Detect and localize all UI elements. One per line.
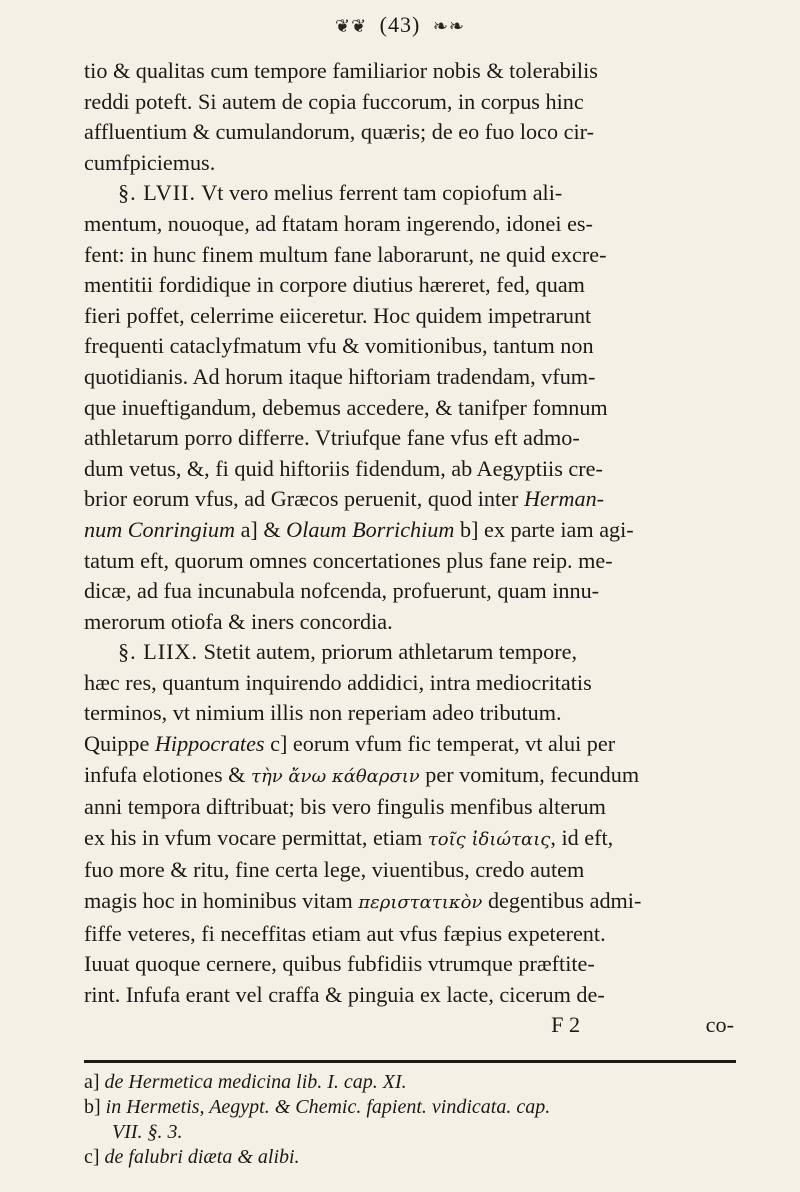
line-text: Vt vero melius ferrent tam copiofum ali- — [201, 180, 563, 206]
line — [84, 760, 734, 793]
footnote-ref-c: c] — [270, 731, 288, 757]
line-text: infufa elotiones & — [84, 761, 246, 787]
line: dum vetus, &, fi quid hiftoriis fidendum, ab Aegyptiis cre- — [84, 455, 603, 481]
page-header — [0, 12, 800, 38]
line: dicæ, ad fua incunabula nofcenda, profuerunt, quam innu- — [84, 578, 600, 604]
line-text: ex parte iam agi- — [484, 516, 634, 542]
line: affluentium & cumulandorum, quæris; de eo fuo loco cir- — [84, 119, 594, 145]
section-57-first-line — [84, 178, 734, 209]
conjunction: & — [263, 516, 281, 542]
line: fieri poffet, celerrime eiiceretur. Hoc quidem impetrarunt — [84, 302, 592, 328]
main-text — [84, 56, 734, 1041]
footnote-label: b] — [84, 1096, 101, 1118]
footnote-text: de Hermetica medicina lib. I. cap. XI. — [104, 1071, 407, 1093]
greek-phrase: περιστατικὸν — [358, 892, 483, 914]
line-text: brior eorum vfus, ad Græcos peruenit, quod inter — [84, 486, 519, 512]
line: rint. Infufa erant vel craffa & pinguia ex lacte, cicerum de- — [84, 981, 605, 1007]
catchword: co- — [705, 1012, 734, 1038]
line-text: degentibus admi- — [487, 888, 642, 914]
line — [84, 886, 734, 919]
footnote-ref-b: b] — [459, 516, 479, 542]
line: mentitii fordidique in corpore diutius hæreret, fed, quam — [84, 272, 585, 298]
footnote — [84, 1070, 734, 1095]
author-names: Olaum Borrichium — [286, 516, 455, 542]
left-ornament-icon: ❦❦ — [335, 16, 368, 37]
line: hæc res, quantum inquirendo addidici, intra mediocritatis — [84, 669, 592, 695]
line: mentum, nouoque, ad ftatam horam ingerendo, idonei es- — [84, 210, 593, 236]
footnote-continuation — [84, 1120, 734, 1145]
line: frequenti cataclyfmatum vfu & vomitionibus, tantum non — [84, 333, 594, 359]
line: tatum eft, quorum omnes concertationes plus fane reip. me- — [84, 547, 613, 573]
line: quotidianis. Ad horum itaque hiftoriam tradendam, vfum- — [84, 363, 596, 389]
line: athletarum porro differre. Vtriufque fane vfus eft admo- — [84, 425, 580, 451]
line — [84, 729, 734, 760]
line: reddi poteft. Si autem de copia fuccorum, in corpus hinc — [84, 88, 584, 114]
line-text: per vomitum, fecundum — [425, 761, 640, 787]
line — [84, 515, 734, 546]
footnote — [84, 1095, 734, 1120]
line: cumfpiciemus. — [84, 149, 216, 175]
section-label: §. LVII. — [118, 180, 197, 206]
footnote-text: de falubri diæta & alibi. — [104, 1146, 300, 1168]
line: que inueftigandum, debemus accedere, & tanifper fomnum — [84, 394, 608, 420]
line-text: ex his in vfum vocare permittat, etiam — [84, 824, 423, 850]
author-names: Herman- — [523, 486, 605, 512]
line-text: , id eft, — [550, 824, 614, 850]
line: anni tempora diftribuat; bis vero fingulis menfibus alterum — [84, 794, 606, 820]
right-ornament-icon: ❧❧ — [432, 16, 465, 37]
signature-line — [84, 1010, 734, 1041]
author-names: num Conringium — [84, 516, 236, 542]
line: merorum otiofa & iners concordia. — [84, 608, 393, 634]
page-number: (43) — [379, 12, 421, 37]
line: tio & qualitas cum tempore familiarior nobis & tolerabilis — [84, 58, 598, 83]
footnote-text: VII. §. 3. — [112, 1121, 183, 1143]
footnote — [84, 1145, 734, 1170]
greek-phrase: τὴν ἄνω κάθαρσιν — [250, 765, 420, 787]
footnote-text: in Hermetis, Aegypt. & Chemic. fapient. vindicata. cap. — [105, 1096, 551, 1118]
greek-phrase: τοῖς ἰδιώταις — [427, 828, 551, 850]
line-text: Stetit autem, priorum athletarum tempore, — [203, 639, 578, 665]
author-name: Hippocrates — [154, 731, 265, 757]
footnote-ref-a: a] — [240, 516, 258, 542]
line: terminos, vt nimium illis non reperiam adeo tributum. — [84, 700, 562, 726]
line — [84, 823, 734, 856]
line — [84, 484, 734, 515]
line: fent: in hunc finem multum fane laborarunt, ne quid excre- — [84, 241, 607, 267]
section-59-first-line — [84, 637, 734, 668]
signature-mark: F 2 — [551, 1012, 581, 1038]
line-text: eorum vfum fic temperat, vt alui per — [292, 731, 616, 757]
line-text: magis hoc in hominibus vitam — [84, 888, 353, 914]
footnote-rule — [84, 1060, 736, 1063]
line: fiffe veteres, fi neceffitas etiam aut vfus fæpius expeterent. — [84, 920, 606, 946]
footnote-label: a] — [84, 1071, 100, 1093]
line: fuo more & ritu, fine certa lege, viuentibus, credo autem — [84, 857, 585, 883]
section-label: §. LIIX. — [118, 639, 199, 665]
footnotes — [84, 1070, 734, 1170]
line-text: Quippe — [84, 731, 150, 757]
footnote-label: c] — [84, 1146, 100, 1168]
line: Iuuat quoque cernere, quibus fubfidiis vtrumque præftite- — [84, 951, 595, 977]
